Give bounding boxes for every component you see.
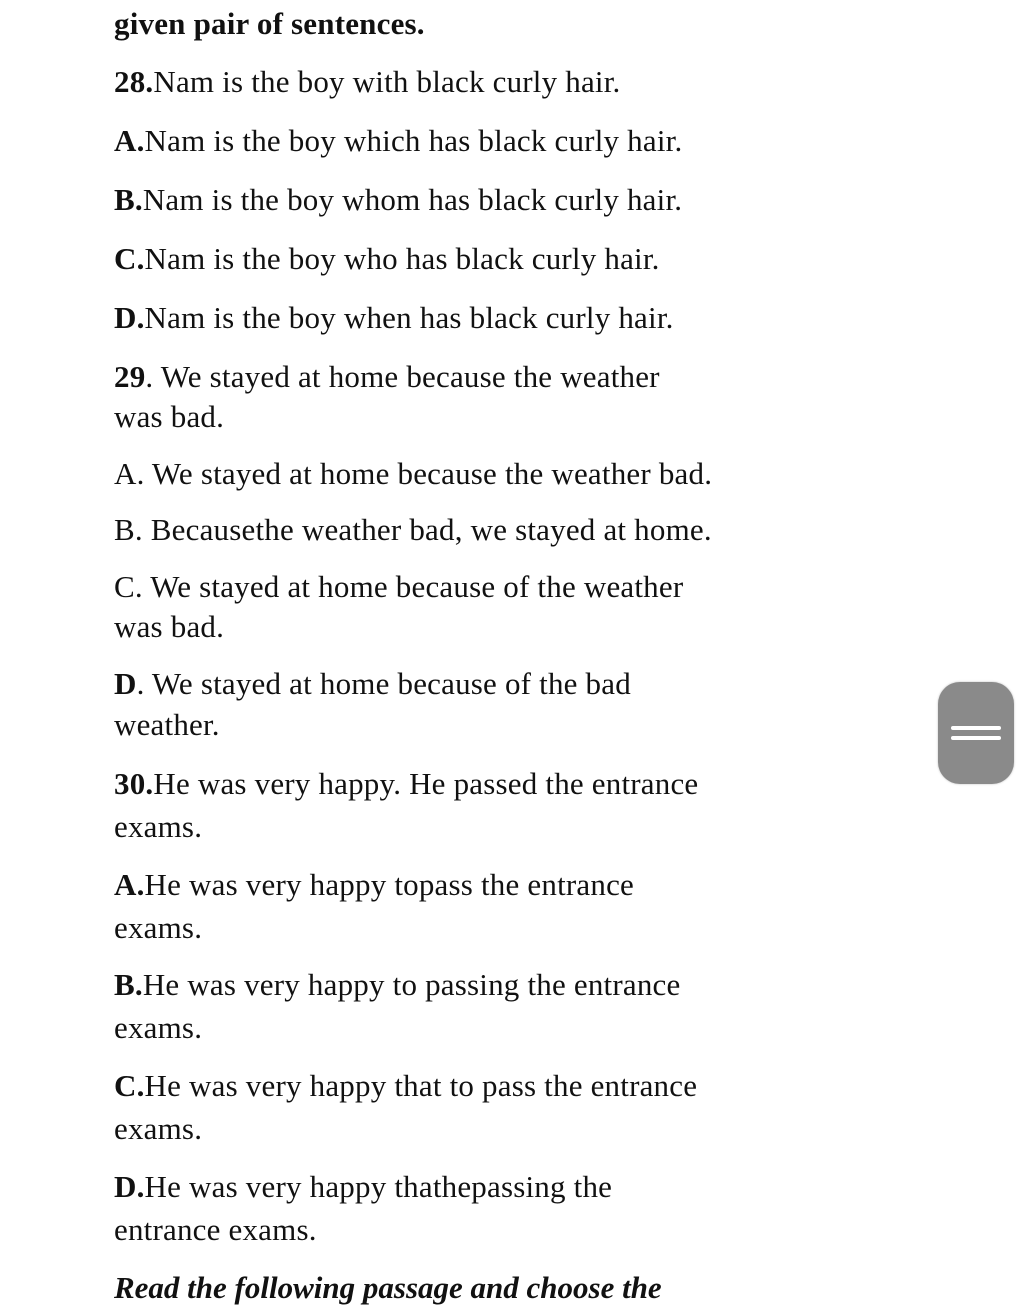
option-letter: C. — [114, 1068, 145, 1103]
scroll-handle[interactable] — [938, 682, 1014, 784]
question-30-option-d-continued: entrance exams. — [114, 1212, 317, 1247]
next-section-heading-cut — [114, 1268, 834, 1305]
question-30-option-a-continued: exams. — [114, 910, 203, 945]
question-29-option-d-continued: weather. — [114, 707, 220, 742]
option-text: He was very happy topass the entrance — [144, 867, 634, 902]
question-29-stem-continued: was bad. — [114, 399, 225, 434]
option-text: . We stayed at home because the weather bad. — [136, 456, 713, 491]
question-text: . We stayed at home because the weather — [145, 359, 660, 394]
option-text: He was very happy thathepassing the — [144, 1169, 613, 1204]
question-30-option-b — [114, 965, 680, 1005]
option-text: . We stayed at home because of the weather — [134, 569, 684, 604]
question-29-option-b — [114, 510, 712, 550]
question-29-option-d — [114, 664, 631, 704]
question-number: 29 — [114, 359, 146, 394]
question-30-option-d — [114, 1167, 612, 1207]
option-letter: C. — [114, 241, 145, 276]
question-28-option-c — [114, 239, 660, 279]
question-29-option-a — [114, 454, 712, 494]
option-letter: B — [114, 512, 135, 547]
question-28-stem — [114, 62, 621, 102]
option-letter: A — [114, 456, 137, 491]
question-30-option-c — [114, 1066, 697, 1106]
question-29-option-c — [114, 567, 683, 607]
option-text: Nam is the boy which has black curly hair. — [144, 123, 683, 158]
option-letter: D. — [114, 300, 145, 335]
section-instruction: given pair of sentences. — [114, 6, 425, 41]
question-28-option-b — [114, 180, 682, 220]
question-30-option-a — [114, 865, 634, 905]
question-28-option-d — [114, 298, 674, 338]
question-text: Nam is the boy with black curly hair. — [153, 64, 621, 99]
option-text: Nam is the boy when has black curly hair. — [144, 300, 674, 335]
option-letter: D — [114, 666, 137, 701]
option-letter: D. — [114, 1169, 145, 1204]
question-30-stem-continued: exams. — [114, 809, 203, 844]
question-number: 28. — [114, 64, 154, 99]
question-30-stem — [114, 764, 698, 804]
option-text: . Becausethe weather bad, we stayed at home. — [134, 512, 712, 547]
question-30-option-b-continued: exams. — [114, 1010, 203, 1045]
question-number: 30. — [114, 766, 154, 801]
option-text: . We stayed at home because of the bad — [136, 666, 631, 701]
next-section-heading: Read the following passage and choose the — [114, 1270, 662, 1305]
option-letter: B. — [114, 967, 143, 1002]
option-text: He was very happy that to pass the entrance — [144, 1068, 698, 1103]
option-letter: B. — [114, 182, 143, 217]
option-letter: C — [114, 569, 135, 604]
question-text: He was very happy. He passed the entrance — [153, 766, 699, 801]
option-letter: A. — [114, 123, 145, 158]
option-text: Nam is the boy whom has black curly hair. — [142, 182, 683, 217]
option-text: Nam is the boy who has black curly hair. — [144, 241, 660, 276]
question-29-option-c-continued: was bad. — [114, 609, 225, 644]
question-30-option-c-continued: exams. — [114, 1111, 203, 1146]
option-text: He was very happy to passing the entrance — [142, 967, 681, 1002]
question-28-option-a — [114, 121, 682, 161]
question-29-stem — [114, 357, 660, 397]
option-letter: A. — [114, 867, 145, 902]
